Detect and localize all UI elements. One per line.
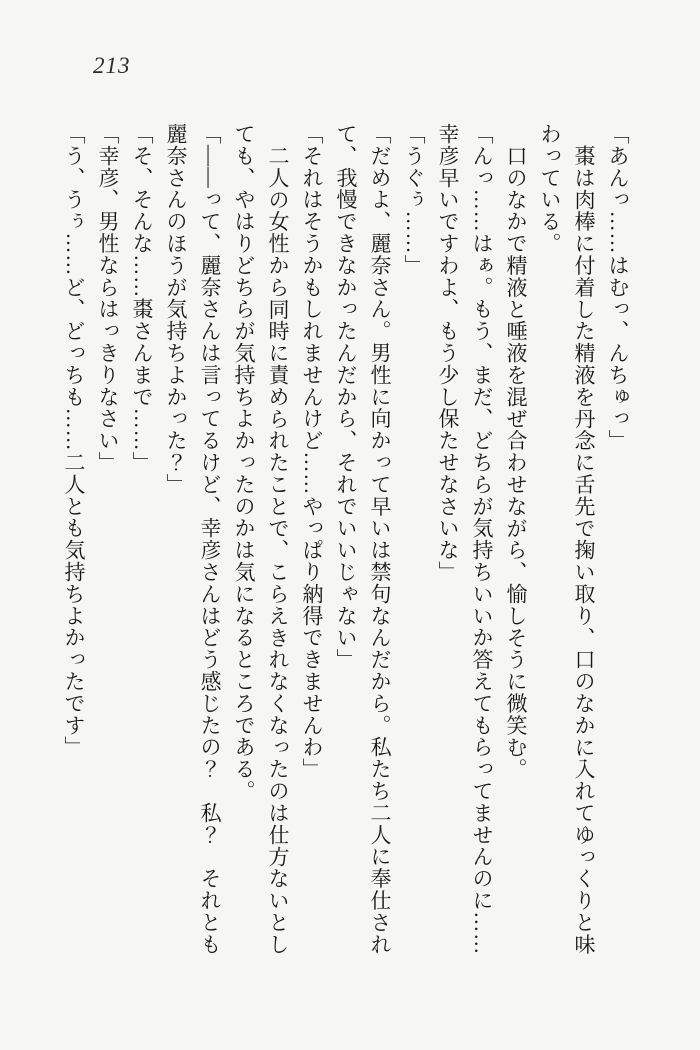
text-column: て、我慢できなかったんだから、それでいいじゃない」 [334, 123, 358, 671]
page-number: 213 [93, 53, 131, 78]
text-column: わっている。 [538, 123, 562, 255]
text-column: 「うぐぅ……」 [402, 123, 426, 277]
text-column: 「そ、そんな……棗さんまで……」 [130, 123, 154, 474]
text-column: 「あんっ……はむっ、んちゅっ」 [606, 123, 630, 452]
text-column: 幸彦早いですわよ、もう少し保たせなさいな」 [436, 123, 460, 583]
text-column: 「う、うぅ……ど、どっちも……二人とも気持ちよかったです」 [62, 123, 86, 759]
text-column: 「――って、麗奈さんは言ってるけど、幸彦さんはどう感じたの？ 私？ それとも [198, 123, 222, 956]
text-column: 「幸彦、男性ならはっきりなさい」 [96, 123, 120, 474]
text-column: 口のなかで精液と唾液を混ぜ合わせながら、愉しそうに微笑む。 [504, 145, 528, 781]
text-column: 棗は肉棒に付着した精液を丹念に舌先で掬い取り、口のなかに入れてゆっくりと味 [572, 145, 596, 956]
text-column: 二人の女性から同時に責められたことで、こらえきれなくなったのは仕方ないとし [266, 145, 290, 956]
text-column: 麗奈さんのほうが気持ちよかった？」 [164, 123, 188, 496]
text-block [57, 123, 635, 983]
text-column: 「だめよ、麗奈さん。男性に向かって早いは禁句なんだから。私たち二人に奉仕され [368, 123, 392, 956]
text-column: ても、やはりどちらが気持ちよかったのかは気になるところである。 [232, 123, 256, 802]
text-column: 「それはそうかもしれませんけど……やっぱり納得できませんわ」 [300, 123, 324, 780]
text-column: 「んっ……はぁ。もう、まだ、どちらが気持ちいいか答えてもらってませんのに…… [470, 123, 494, 956]
